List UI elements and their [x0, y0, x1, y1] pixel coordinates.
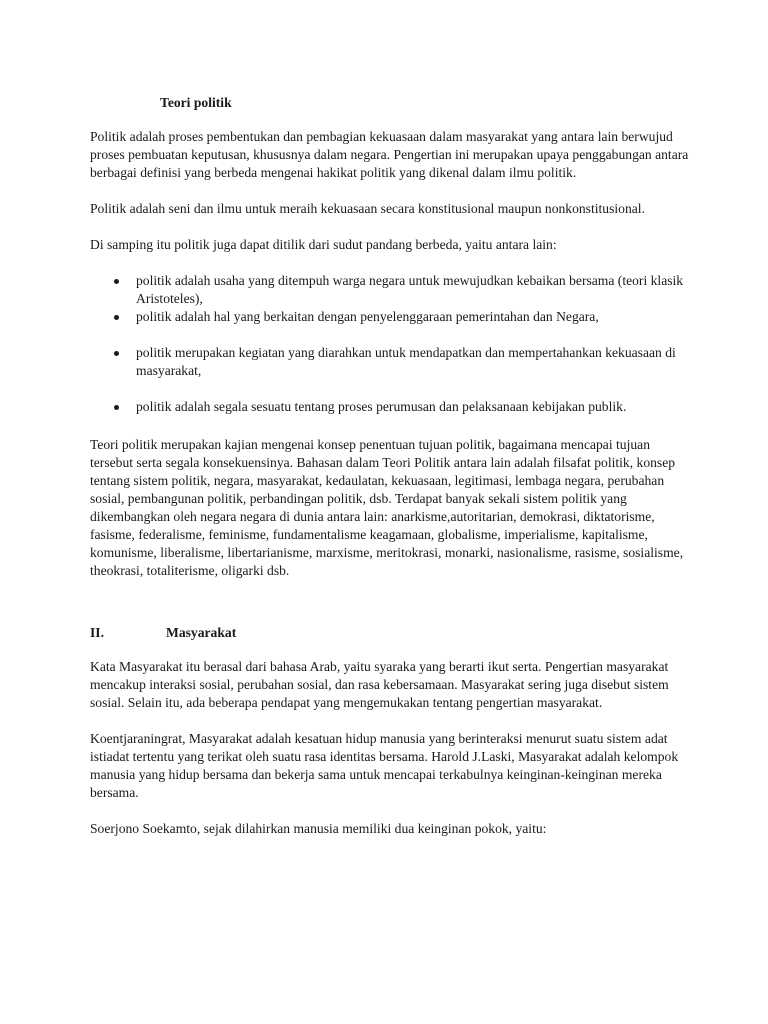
section-number: II. — [90, 625, 104, 640]
paragraph-political-theory: Teori politik merupakan kajian mengenai konsep penentuan tujuan politik, bagaimana mencapai tujuan tersebut serta segala konsekuensinya. Bahasan dalam Teori Politik antara lain adalah filsafat politik, konsep tentang sistem politik, negara, masyarakat, kedaulatan, kekuasaan, legitimasi, lembaga negara, perubahan sosial, pembangunan politik, perbandingan politik, dsb. Terdapat banyak sekali sistem politik yang dikembangkan oleh negara negara di dunia antara lain: anarkisme,autoritarian, demokrasi, diktatorisme, fasisme, federalisme, feminisme, fundamentalisme keagamaan, globalisme, imperialisme, kapitalisme, komunisme, liberalisme, libertarianisme, marxisme, meritokrasi, monarki, nasionalisme, rasisme, sosialisme, theokrasi, totaliterisme, oligarki dsb. — [90, 437, 684, 578]
bullet-icon — [114, 279, 119, 284]
paragraph-society-experts: Koentjaraningrat, Masyarakat adalah kesatuan hidup manusia yang berinteraksi menurut suatu sistem adat istiadat tertentu yang terikat oleh suatu rasa identitas bersama. Harold J.Laski, Masyarakat adalah kelompok manusia yang hidup bersama dan bekerja sama untuk mencapai terkabulnya keinginan-keinginan mereka bersama. — [90, 731, 679, 800]
document-page — [90, 94, 690, 856]
bullet-list — [90, 272, 690, 416]
paragraph-viewpoints-intro: Di samping itu politik juga dapat ditilik dari sudut pandang berbeda, yaitu antara lain: — [90, 237, 557, 252]
list-item — [90, 308, 690, 326]
paragraph-society-origin: Kata Masyarakat itu berasal dari bahasa Arab, yaitu syaraka yang berarti ikut serta. Pengertian masyarakat mencakup interaksi sosial, perubahan sosial, dan rasa kebersamaan. Masyarakat sering juga disebut sistem sosial. Selain itu, ada beberapa pendapat yang mengemukakan tentang pengertian masyarakat. — [90, 659, 669, 710]
list-item-text: politik adalah usaha yang ditempuh warga negara untuk mewujudkan kebaikan bersama (teori klasik Aristoteles), — [136, 273, 684, 306]
section-heading — [90, 624, 690, 642]
list-item-text: politik adalah segala sesuatu tentang proses perumusan dan pelaksanaan kebijakan publik. — [136, 399, 627, 414]
list-item-text: politik adalah hal yang berkaitan dengan penyelenggaraan pemerintahan dan Negara, — [136, 309, 599, 324]
section-title: Masyarakat — [166, 625, 237, 640]
bullet-icon — [114, 351, 119, 356]
bullet-icon — [114, 315, 119, 320]
paragraph-politics-definition: Politik adalah proses pembentukan dan pembagian kekuasaan dalam masyarakat yang antara lain berwujud proses pembuatan keputusan, khususnya dalam negara. Pengertian ini merupakan upaya penggabungan antara berbagai definisi yang berbeda mengenai hakikat politik yang dikenal dalam ilmu politik. — [90, 129, 689, 180]
list-item — [90, 272, 690, 308]
paragraph-soekamto: Soerjono Soekamto, sejak dilahirkan manusia memiliki dua keinginan pokok, yaitu: — [90, 821, 547, 836]
page-title: Teori politik — [160, 95, 232, 110]
bullet-icon — [114, 405, 119, 410]
list-item — [90, 344, 690, 380]
list-item-text: politik merupakan kegiatan yang diarahkan untuk mendapatkan dan mempertahankan kekuasaan di masyarakat, — [136, 345, 676, 378]
list-item — [90, 398, 690, 416]
paragraph-politics-art: Politik adalah seni dan ilmu untuk meraih kekuasaan secara konstitusional maupun nonkonstitusional. — [90, 201, 645, 216]
